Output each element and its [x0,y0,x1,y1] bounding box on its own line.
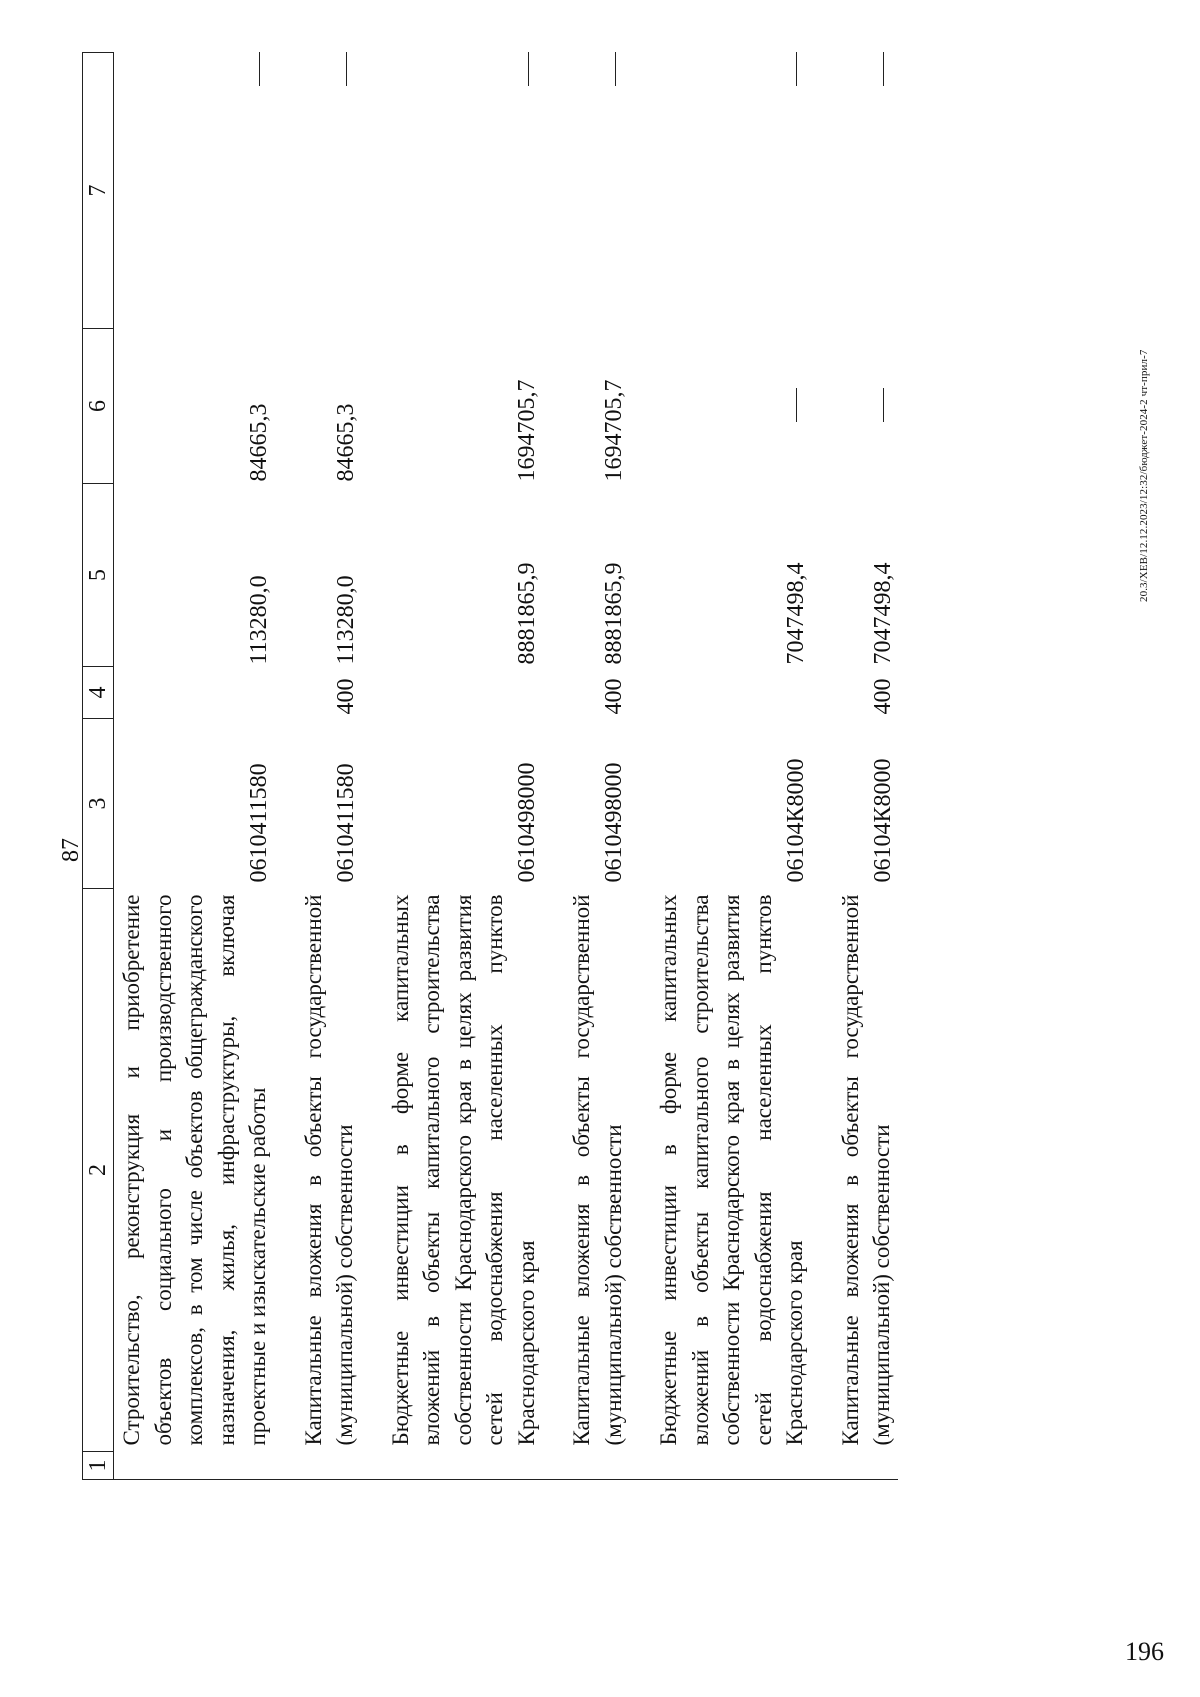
target-code-cell: 0610411580 [332,763,359,883]
expense-name-cell: Строительство, реконструкция и приобретение объектов социального и производственного комплексов, в том числе объектов общегражданского назначения, жилья, инфраструктуры, включая проектные и изыскательские работы [119,894,270,1446]
column-header: 7 [83,53,114,329]
expense-type-cell: 400 [332,678,359,715]
amount-2024-cell: 8881865,9 [514,562,540,665]
table-row [296,53,361,1480]
amount-2026-cell [564,53,629,329]
amount-2026-cell [383,53,543,329]
target-code-cell: 0610498000 [514,762,540,883]
expense-type-cell: 400 [869,678,896,715]
target-code-cell: 06104К8000 [782,758,809,883]
amount-2025-cell: 84665,3 [332,403,359,482]
dash-mark [528,53,529,87]
amount-2024-cell: 7047498,4 [869,562,896,665]
dash-mark [259,53,260,87]
table-row [564,53,629,1480]
amount-2025-cell: 1694705,7 [514,379,540,482]
row-number-cell [114,1452,274,1480]
target-code-cell: 0610411580 [245,763,272,883]
document-footer-code: 20.3/ХЕВ/12.12.2023/12:32/бюджет-2024-2 чт-прил-7 [1138,349,1150,602]
dash-mark [796,388,797,422]
amount-2024-cell: 113280,0 [332,575,359,665]
expense-type-cell [383,667,543,719]
amount-2025-cell: 84665,3 [245,403,272,482]
row-number-cell [651,1452,811,1480]
table-row [383,53,543,1480]
row-number-cell [383,1452,543,1480]
amount-2024-cell: 113280,0 [245,575,272,665]
row-gap [361,53,383,1480]
sheet-number: 196 [1125,1637,1164,1666]
column-header: 5 [83,484,114,667]
row-gap [274,53,296,1480]
amount-2026-cell [651,53,811,329]
row-gap [811,53,833,1480]
budget-table [82,52,898,1480]
amount-2024-cell: 8881865,9 [601,562,627,665]
expense-name-cell: Бюджетные инвестиции в форме капитальных вложений в объекты капитального строительства собственности Краснодарского края в целях развития сетей водоснабжения населенных пунктов Краснодарского края [656,894,807,1446]
dash-mark [615,53,616,87]
amount-2024-cell: 7047498,4 [782,562,809,665]
target-code-cell: 0610498000 [601,762,627,883]
column-header: 3 [83,719,114,889]
column-header: 4 [83,667,114,719]
column-header: 6 [83,329,114,484]
page-number: 87 [58,838,84,862]
row-number-cell [564,1452,629,1480]
expense-name-cell: Капитальные вложения в объекты государственной (муниципальной) собственности [569,894,626,1446]
table-header-row [83,53,114,1480]
dash-mark [796,53,797,87]
amount-2025-cell: 1694705,7 [601,379,627,482]
amount-2026-cell [114,53,274,329]
row-gap [629,53,651,1480]
table-row [114,53,274,1480]
target-code-cell: 06104К8000 [869,758,896,883]
amount-2025-cell [651,329,811,484]
expense-name-cell: Капитальные вложения в объекты государственной (муниципальной) собственности [300,894,357,1446]
expense-name-cell: Капитальные вложения в объекты государственной (муниципальной) собственности [837,894,894,1446]
expense-type-cell: 400 [601,678,627,715]
amount-2026-cell [296,53,361,329]
expense-type-cell [114,667,274,719]
dash-mark [883,53,884,87]
table-row [833,53,898,1480]
column-header: 2 [83,889,114,1452]
expense-type-cell [651,667,811,719]
column-header: 1 [83,1452,114,1480]
dash-mark [346,53,347,87]
table-row [651,53,811,1480]
row-number-cell [296,1452,361,1480]
amount-2025-cell [833,329,898,484]
row-number-cell [833,1452,898,1480]
amount-2026-cell [833,53,898,329]
row-gap [542,53,564,1480]
dash-mark [883,388,884,422]
expense-name-cell: Бюджетные инвестиции в форме капитальных вложений в объекты капитального строительства собственности Краснодарского края в целях развития сетей водоснабжения населенных пунктов Краснодарского края [387,894,539,1446]
